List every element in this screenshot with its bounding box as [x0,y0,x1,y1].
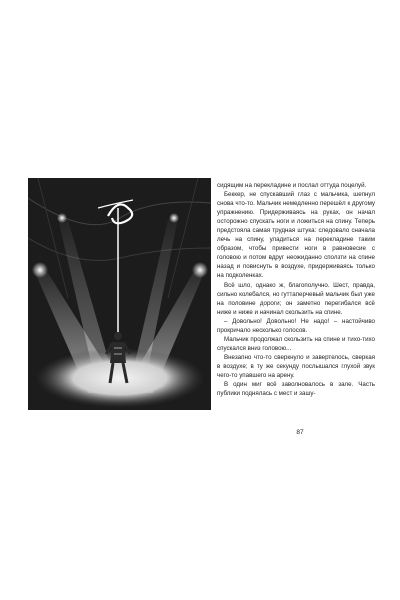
paragraph: Мальчик продолжал скользить на спине и тихо-тихо спускался вниз головою... [217,335,375,352]
paragraph: Беккер, не спускавший глаз с мальчика, шепнул снова что-то. Мальчик немедленно перешёл к другому упражнению. Придерживаясь на руках, он начал осторожно спускать ноги и ложиться на спину. Теперь предстояла самая трудная штука: следовало сначала лечь на спину, уладиться на перекладине таким образом, чтобы привести ноги в равновесие с головою и потом вдруг неожиданно сползти на спине назад и повиснуть в воздухе, придерживаясь только на подколенках. [217,191,375,280]
paragraph: Внезапно что-то сверкнуло и завертелось, сверкая в воздухе; в ту же секунду послышался глухой звук чего-то упавшего на арену. [217,353,375,379]
paragraph: – Довольно! Довольно! Не надо! – настойчиво прокричало несколько голосов. [217,317,375,334]
page-number: 87 [296,429,304,436]
text-column [217,181,375,398]
paragraph: сидящим на перекладине и послал оттуда поцелуй. [217,182,367,189]
circus-illustration-art [28,178,211,410]
circus-illustration [28,178,211,410]
paragraph: В один миг всё заволновалось в зале. Часть публики поднялась с мест и зашу- [217,381,375,398]
paragraph: Всё шло, однако ж, благополучно. Шест, правда, сильно колебался, но гуттаперчевый мальчик был уже на половине дороги; он заметно перегибался всё ниже и ниже и начинал скользить на спине. [217,281,375,316]
